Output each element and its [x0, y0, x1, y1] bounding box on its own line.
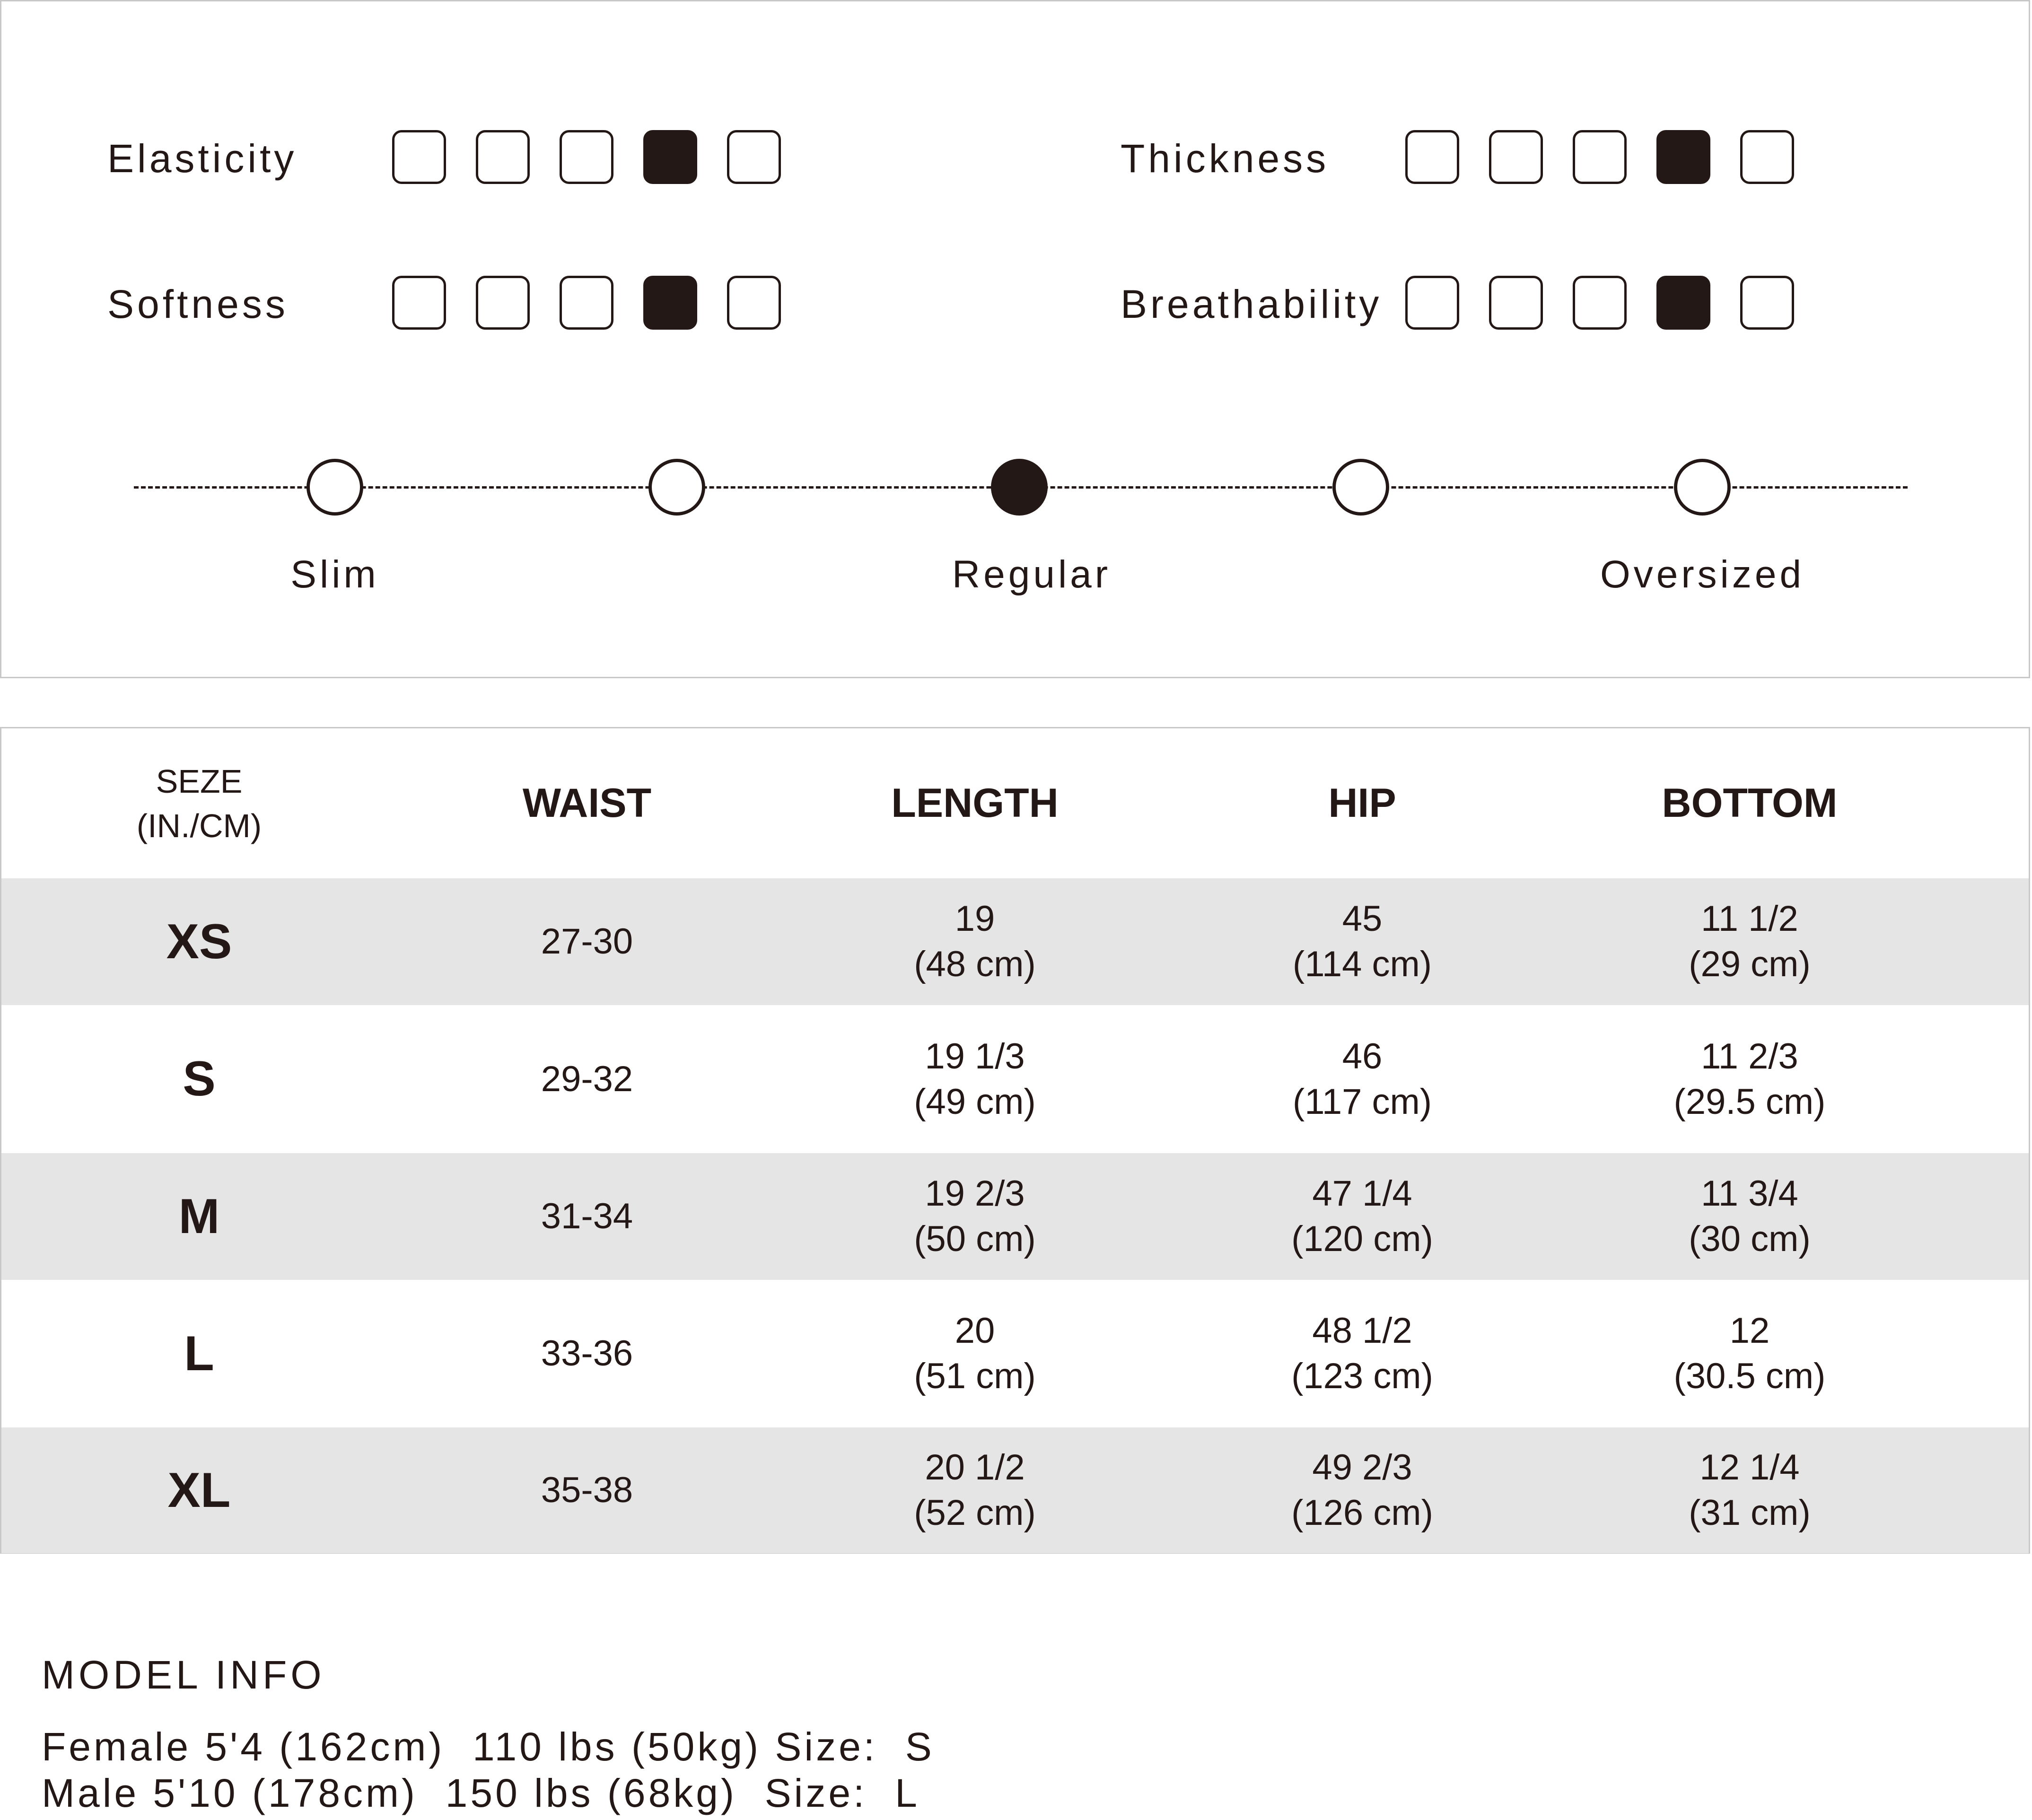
bottom-value: (31 cm) — [1689, 1493, 1811, 1533]
table-header-row — [1, 728, 2029, 878]
bottom-value: 12 — [1729, 1311, 1770, 1351]
fabric-attributes-panel — [0, 0, 2030, 678]
rating-box-empty — [1405, 276, 1459, 330]
model-info-female: Female 5'4 (162cm) 110 lbs (50kg) Size: S — [42, 1724, 935, 1769]
hip-value: 46 — [1342, 1036, 1383, 1076]
rating-box-empty — [392, 276, 446, 330]
length-cell — [809, 878, 1140, 1005]
bottom-cell — [1584, 1427, 1915, 1553]
rating-box-empty — [1489, 130, 1543, 184]
fit-marker — [648, 459, 705, 516]
hip-cell — [1197, 1280, 1528, 1427]
length-value: (49 cm) — [914, 1081, 1036, 1122]
header-size-label: SEZE — [156, 762, 243, 800]
bottom-cell — [1584, 878, 1915, 1005]
rating-box-empty — [727, 130, 781, 184]
length-value: 19 — [955, 899, 995, 939]
fit-marker — [307, 459, 363, 516]
table-row — [1, 1280, 2029, 1427]
rating-box-empty — [1573, 130, 1627, 184]
hip-value: 48 1/2 — [1312, 1311, 1412, 1351]
size-cell: S — [183, 1051, 216, 1106]
size-chart-table — [0, 727, 2030, 1554]
table-row — [1, 1153, 2029, 1280]
rating-box-empty — [1489, 276, 1543, 330]
hip-value: (126 cm) — [1291, 1493, 1433, 1533]
waist-cell: 33-36 — [541, 1333, 633, 1374]
length-value: 20 1/2 — [925, 1447, 1025, 1488]
bottom-value: 12 1/4 — [1699, 1447, 1800, 1488]
bottom-value: 11 1/2 — [1701, 899, 1798, 939]
hip-cell — [1197, 1427, 1528, 1553]
bottom-value: (30.5 cm) — [1673, 1356, 1826, 1396]
length-value: (50 cm) — [914, 1219, 1036, 1259]
rating-box-filled — [643, 130, 697, 184]
rating-box-empty — [560, 276, 613, 330]
fit-marker — [1332, 459, 1389, 516]
fit-marker — [1674, 459, 1731, 516]
length-cell — [809, 1153, 1140, 1280]
header-waist: WAIST — [522, 780, 652, 826]
length-value: (52 cm) — [914, 1493, 1036, 1533]
table-row — [1, 1427, 2029, 1553]
bottom-value: (30 cm) — [1689, 1219, 1811, 1259]
header-bottom: BOTTOM — [1662, 780, 1838, 826]
length-value: 19 2/3 — [925, 1173, 1025, 1214]
rating-box-empty — [476, 130, 530, 184]
waist-cell: 29-32 — [541, 1059, 633, 1099]
rating-box-empty — [476, 276, 530, 330]
bottom-value: (29 cm) — [1689, 944, 1811, 984]
model-info-title: MODEL INFO — [42, 1653, 325, 1697]
rating-box-filled — [1656, 130, 1710, 184]
table-row — [1, 878, 2029, 1005]
waist-cell: 27-30 — [541, 921, 633, 962]
bottom-cell — [1584, 1280, 1915, 1427]
hip-value: (123 cm) — [1291, 1356, 1433, 1396]
rating-box-empty — [1740, 276, 1794, 330]
length-value: 20 — [955, 1311, 995, 1351]
rating-box-empty — [560, 130, 613, 184]
length-value: (51 cm) — [914, 1356, 1036, 1396]
rating-box-empty — [727, 276, 781, 330]
rating-box-filled — [643, 276, 697, 330]
fit-marker-selected — [991, 459, 1048, 516]
rating-box-empty — [1740, 130, 1794, 184]
length-cell — [809, 1427, 1140, 1553]
size-cell: XS — [166, 914, 232, 969]
size-cell: M — [178, 1189, 220, 1244]
size-cell: L — [184, 1326, 214, 1381]
bottom-value: 11 2/3 — [1701, 1036, 1798, 1076]
hip-cell — [1197, 1153, 1528, 1280]
hip-value: 45 — [1342, 899, 1383, 939]
hip-value: (120 cm) — [1291, 1219, 1433, 1259]
hip-value: 47 1/4 — [1312, 1173, 1412, 1214]
length-cell — [809, 1280, 1140, 1427]
header-hip: HIP — [1328, 780, 1396, 826]
bottom-value: (29.5 cm) — [1673, 1081, 1826, 1122]
attribute-label: Breathability — [1121, 282, 1383, 326]
fit-label-oversized: Oversized — [1600, 553, 1805, 596]
hip-value: 49 2/3 — [1312, 1447, 1412, 1488]
hip-value: (114 cm) — [1292, 944, 1432, 984]
hip-cell — [1197, 878, 1528, 1005]
size-cell: XL — [167, 1462, 231, 1518]
hip-value: (117 cm) — [1292, 1081, 1432, 1122]
bottom-cell — [1584, 1153, 1915, 1280]
header-unit-label: (IN./CM) — [136, 807, 262, 844]
attribute-label: Thickness — [1121, 136, 1330, 181]
hip-cell — [1197, 1005, 1528, 1153]
length-cell — [809, 1005, 1140, 1153]
header-size-unit — [34, 728, 365, 878]
rating-box-empty — [1405, 130, 1459, 184]
waist-cell: 35-38 — [541, 1470, 633, 1510]
header-length: LENGTH — [891, 780, 1059, 826]
rating-box-filled — [1656, 276, 1710, 330]
model-info-male: Male 5'10 (178cm) 150 lbs (68kg) Size: L — [42, 1771, 920, 1815]
length-value: 19 1/3 — [925, 1036, 1025, 1076]
attribute-label: Softness — [107, 282, 289, 326]
bottom-value: 11 3/4 — [1701, 1173, 1798, 1214]
table-row — [1, 1005, 2029, 1153]
fit-label-regular: Regular — [952, 553, 1112, 596]
bottom-cell — [1584, 1005, 1915, 1153]
attribute-label: Elasticity — [107, 136, 298, 181]
waist-cell: 31-34 — [541, 1196, 633, 1236]
rating-box-empty — [392, 130, 446, 184]
length-value: (48 cm) — [914, 944, 1036, 984]
fit-label-slim: Slim — [290, 553, 379, 596]
rating-box-empty — [1573, 276, 1627, 330]
